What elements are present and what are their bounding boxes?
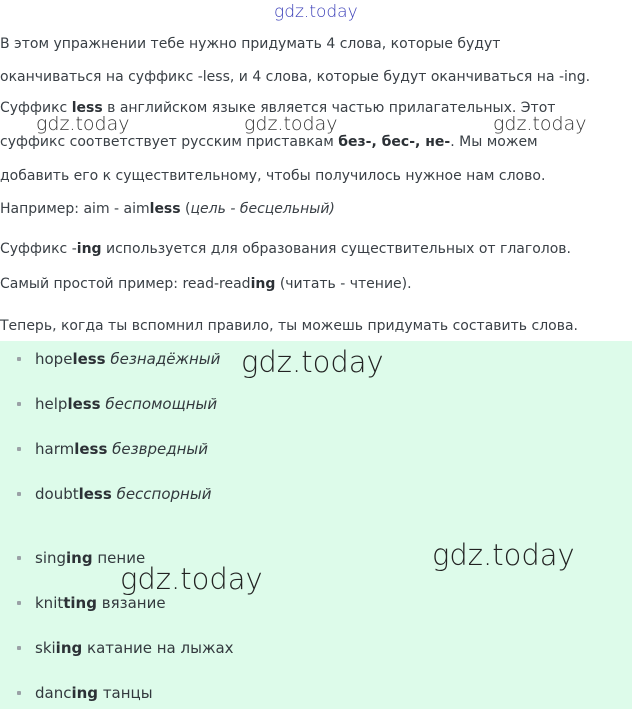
list-item-less-4 [17, 485, 211, 503]
word-suffix: less [72, 350, 106, 368]
paragraph-line-1 [0, 35, 500, 53]
word-stem: knit [35, 594, 64, 612]
watermark: gdz.today [244, 113, 338, 135]
text: в английском языке является частью прилагательных. Этот [102, 100, 556, 116]
text: Самый простой пример: read-read [0, 276, 251, 292]
suffix-ing-bold: ing [250, 276, 276, 292]
example-less [0, 200, 335, 218]
paragraph-line-5 [0, 167, 545, 185]
word-suffix: less [74, 440, 108, 458]
watermark-top: gdz.today [274, 2, 358, 22]
list-item-ing-3 [17, 639, 234, 657]
word-stem: danc [35, 684, 72, 702]
list-item-less-1 [17, 350, 220, 368]
paragraph-line-2 [0, 68, 590, 86]
paragraph-line-9 [0, 317, 578, 335]
bullet-icon [17, 402, 21, 406]
word-stem: sing [35, 549, 67, 567]
bullet-icon [17, 556, 21, 560]
bullet-icon [17, 447, 21, 451]
watermark: gdz.today [120, 562, 263, 596]
word-stem: doubt [35, 485, 79, 503]
bullet-icon [17, 601, 21, 605]
word-stem: hope [35, 350, 73, 368]
paragraph-line-4 [0, 133, 538, 151]
example-ing [0, 275, 412, 293]
text: добавить его к существительному, чтобы получилось нужное нам слово. [0, 168, 546, 184]
text: Например: aim - aim [0, 201, 150, 217]
text: Теперь, когда ты вспомнил правило, ты можешь придумать составить слова. [0, 318, 578, 334]
word-suffix: less [78, 485, 112, 503]
bullet-icon [17, 357, 21, 361]
word-stem: ski [35, 639, 56, 657]
word-suffix: ing [66, 549, 93, 567]
word-translation: бесспорный [116, 485, 212, 503]
word-suffix: ting [63, 594, 97, 612]
word-suffix: less [67, 395, 101, 413]
text: (читать - чтение). [275, 276, 412, 292]
text: используется для образования существительных от глаголов. [101, 241, 572, 257]
prefixes-bold: без-, бес-, не- [338, 134, 451, 150]
word-stem: help [35, 395, 68, 413]
list-item-ing-2 [17, 594, 166, 612]
bullet-icon [17, 492, 21, 496]
word-suffix: ing [71, 684, 99, 702]
word-translation: пение [97, 549, 146, 567]
suffix-less-bold: less [149, 201, 181, 217]
word-translation: танцы [102, 684, 153, 702]
text: суффикс соответствует русским приставкам [0, 134, 339, 150]
text: . Мы можем [450, 134, 538, 150]
list-item-less-3 [17, 440, 208, 458]
text: В этом упражнении тебе нужно придумать 4 слова, которые будут [0, 36, 501, 52]
list-item-less-2 [17, 395, 217, 413]
list-item-ing-4 [17, 684, 153, 702]
paragraph-line-7 [0, 240, 571, 258]
watermark: gdz.today [432, 538, 575, 572]
bullet-icon [17, 646, 21, 650]
text: Суффикс [0, 100, 72, 116]
text: ( [180, 201, 191, 217]
word-translation: катание на лыжах [87, 639, 234, 657]
text: оканчиваться на суффикс -less, и 4 слова, которые будут оканчиваться на -ing. [0, 69, 591, 85]
watermark: gdz.today [36, 113, 130, 135]
watermark: gdz.today [493, 113, 587, 135]
bullet-icon [17, 691, 21, 695]
suffix-ing-bold: ing [76, 241, 102, 257]
word-suffix: ing [55, 639, 83, 657]
example-translation: цель - бесцельный) [190, 201, 335, 217]
word-translation: безнадёжный [110, 350, 221, 368]
word-translation: безвредный [112, 440, 208, 458]
word-translation: вязание [101, 594, 166, 612]
word-translation: беспомощный [105, 395, 218, 413]
watermark: gdz.today [241, 345, 384, 379]
word-stem: harm [35, 440, 75, 458]
text: Суффикс - [0, 241, 77, 257]
suffix-less-bold: less [71, 100, 103, 116]
